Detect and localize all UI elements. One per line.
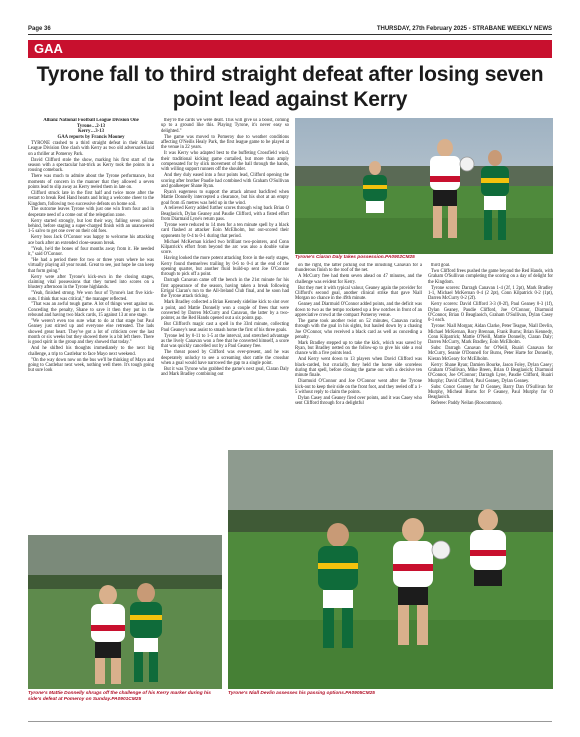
article-paragraph: A McCurry free had them seven ahead on 47 minutes, and the challenge was evident for Kerry. (295, 274, 422, 285)
article-paragraph: on the right, the latter picking out the inrushing Canavan for a thunderous finish to the roof of the net. (295, 263, 422, 274)
section-banner: GAA (28, 40, 552, 58)
caption-bottom-right: Tyrone's Niall Devlin assesses his passing options.PA0905CM25 (228, 691, 375, 696)
caption-bottom-left: Tyrone's Mattie Donnelly shrugs off the challenge of his Kerry marker during his side's defeat at Pomeroy on Sunday.PA0901CM25 (28, 691, 211, 702)
article-paragraph: Mark Bradley stepped up to take the kick, which was saved by Ryan, but Bradley netted on the follow-up to give his side a real chance with a five points lead. (295, 340, 422, 357)
article-paragraph: Kerry boss Jack O'Connor was happy to welcome his attacking ace back after an extended close-season break. (28, 235, 154, 246)
article-paragraph: Subs: Darragh Canavan for O'Neill, Ruairi Canavan for McCurry, Seanie O'Donnell for Burns, Peter Harte for Donnelly, Kieran McGeary for McElholm. (428, 346, 553, 362)
photo-mattie-donnelly (28, 535, 222, 689)
article-column-4 (428, 263, 553, 445)
article-paragraph: Geaney and Diarmuid O'Connor added points, and the deficit was down to two as the tempo rocketed up a few notches in front of an appreciative crowd at the compact Pomeroy venue. (295, 302, 422, 318)
article-paragraph: Mark Bradley collected a Brian Kennedy sideline kick to slot over a point, and Mattie Donnelly won a couple of frees that were converted by Darren McCurry and Canavan, the latter by a two-pointer, as the Red Hands opened out a six points gap. (161, 300, 289, 322)
headline: Tyrone fall to third straight defeat after losing seven point lead against Kerry (36, 63, 544, 111)
article-paragraph: "Yeah, he'd the bones of four months away from it. He needed it," said O'Connor. (28, 246, 154, 257)
article-paragraph: they're the cards we were dealt. This will give us a boost, coming up to a ground like this. Playing Tyrone, it's never easy so delighted." (161, 118, 289, 134)
article-paragraph: Kerry: Shane Ryan; Damien Bourke, Jason Foley, Dylan Casey; Graham O'Sullivan, Mike Breen, Brian O Beaglaoich; Diarmuid O'Connor, Joe O'Connor; Darragh Lyne, Paudie Clifford, Ruairi Murphy; David Clifford, Paul Geaney, Dylan Geaney. (428, 362, 553, 384)
article-paragraph: Tyrone: Niall Morgan; Aidan Clarke, Peter Teague, Niall Devlin, Michael McKernan, Rory Brennan, Frank Burns; Brian Kennedy, Conn Kilpatrick; Mattie O'Neill, Mattie Donnelly, Ciaran Daly; Darren McCurry, Mark Bradley, Eoin McElholm. (428, 324, 553, 346)
article-paragraph: "We weren't even too sure what to do at that stage but Paul Geaney just stirred up and everyone else retreated. The lads showed great heart. They've got a lot of criticism over the last month or six weeks but they showed there is a bit left there. There is good spirit in the group and they showed that today." (28, 319, 154, 346)
article-paragraph: And they duly eased into a four points lead, Clifford opening the scoring after brother Paudie had combined with Graham O'Sullivan and goalkeeper Shane Ryan. (161, 173, 289, 189)
article-paragraph: But they met it with typical valour, Geaney again the provider for Clifford's second goal, another clinical strike that gave Niall Morgan no chance in the 49th minute. (295, 285, 422, 302)
article-paragraph: Diarmuid O'Connor and Joe O'Connor went after the Tyrone kick-out to keep their side on the front foot, and they reeled off a 1-5 without reply to claim the points. (295, 379, 422, 396)
column-1-paragraphs (28, 141, 154, 374)
byline-competition: Allianz National Football League Division One (43, 118, 139, 123)
byline (28, 118, 154, 140)
photo-ciaran-daly (295, 118, 553, 254)
article-paragraph: Clifford struck late in the first half and twice more after the restart to break Red Hand hearts and bring a welcome cheer to the Kingdom, following two successive defeats on home soil. (28, 190, 154, 207)
article-paragraph: But it was Tyrone who grabbed the game's next goal, Ciaran Daly and Mark Bradley combining out (161, 366, 289, 378)
article-paragraph: third goal. (431, 263, 451, 268)
article-paragraph: Dylan Casey and Geaney fired over points, and it was Casey who sent Clifford through for a delightful (295, 396, 422, 407)
photo-illustration (295, 118, 553, 254)
article-paragraph: There was much to admire about the Tyrone performance, but moments of concern in the manner that they allowed a seven points lead to slip away as Kerry reeled them in late on. (28, 174, 154, 190)
dateline: THURSDAY, 27th February 2025 - STRABANE WEEKLY NEWS (376, 26, 552, 32)
article-paragraph: The game took another twist on 52 minutes, Canavan racing through with the goal in his sights, but hauled down by a chasing Joe O'Connor, who received a black card as well as conceding a penalty. (295, 318, 422, 340)
article-paragraph: Tyrone scorers: Darragh Canavan 1-4 (2f, 1 2pt), Mark Bradley 1-1, Michael McKernan 0-4 (2 2pt), Conn Kilpatrick 0-2 (1pt), Darren McCurry 0-2 (2f). (428, 285, 553, 302)
article-paragraph: "Yeah, finished strong. We won four of Tyrone's last five kick-outs. I think that was critical," the manager reflected. (28, 291, 154, 302)
column-2-paragraphs (161, 118, 289, 377)
article-paragraph: But Clifford's magic cast a spell in the 33rd minute, collecting Paul Geaney's neat assist to smash home the first of his three goals. (161, 322, 289, 333)
photo-illustration (28, 535, 222, 689)
article-paragraph: Michael McKernan kicked two brilliant two-pointers, and Conn Kilpatrick's effort from beyond the arc was also a double value score. (161, 239, 289, 256)
page-header (28, 18, 552, 32)
article-paragraph: Kerry started strongly, but lost their way, falling seven points behind, before staging a super-charged finish with an unanswered 1-5 salvo to get one over on their old foes. (28, 218, 154, 235)
article-paragraph: "He had a period there for two or three years where he was virtually playing all year round. Great to see, just hope he can keep that form going." (28, 257, 154, 274)
article-paragraph: TYRONE crashed to a third straight defeat in their Allianz League Division One clash with Kerry as two old adversaries laid on a thriller at Pomeroy Park. (28, 140, 154, 157)
header-rule (28, 34, 552, 35)
article-paragraph: "On the way down now on the bus we'll be thinking of Mayo and going to Castlebar next week, nothing well there. It's tough going but sure look (28, 357, 154, 374)
article-paragraph: The outcome leaves Tyrone with just one win from four and in desperate need of a come out of the relegation zone. (28, 207, 154, 218)
article-paragraph: Having looked the more potent attacking force in the early stages, Kerry found themselves trailing by 0-6 to 0-4 at the end of the opening quarter, but another fluid build-up sent Joe O'Connor through to pick off a point. (161, 256, 289, 278)
article-paragraph: Kerry were after Tyrone's kick-own in the closing stages, claiming vital possessions that they turned into scores on a blustery afternoon in the Tyrone highlands. (28, 274, 154, 291)
article-paragraph: It was Kerry who adapted best to the buffeting Crossfield wind, their traditional kicking game curtailed, but more than amply compensated for by slick movement of the ball through the hands, with willing support runners off the shoulder. (161, 151, 289, 173)
article-paragraph: Referee: Paddy Neilan (Roscommon). (431, 401, 503, 407)
footer-rule (28, 721, 552, 722)
article-paragraph: "That was an awful tough game. A lot of things went against us. Conceding the penalty, Shane to save it then they put in the rebound and having two black cards, 15 against 13 at one stage. (28, 302, 154, 319)
column-3-paragraphs (295, 263, 422, 407)
byline-reporter: GAA reports by Francis Mooney (57, 134, 125, 140)
page-number: Page 36 (28, 26, 51, 32)
article-paragraph: Two Clifford frees pushed the game beyond the Red Hands, with Graham O'Sullivan completing the scoring on a day of delight for the Kingdom. (428, 268, 553, 285)
byline-score-2: Kerry…3-13 (77, 129, 105, 135)
article-paragraph: And Kerry went down to 13 players when David Clifford was black-carded, but crucially, they held the home side scoreless during that spell, before closing the game out with a decisive ten minute finale. (295, 357, 422, 379)
article-paragraph: Darragh Canavan came off the bench in the 21st minute for his first appearance of the season, having taken a break following Errigal Ciaran's run to the All-Ireland Club final, and he soon had the Tyrone attack ticking. (161, 278, 289, 300)
article-paragraph: A relieved Kerry added further scores through wing back Brian O Beaglaoich, Dylan Geaney and Paudie Clifford, with a fisted effort from Diarmaid Lyne's return pass. (161, 206, 289, 223)
column-4-paragraphs (428, 263, 553, 407)
article-column-3 (295, 263, 422, 445)
article-paragraph: The threat posed by Clifford was ever-present, and he was desperately unlucky to see a screaming shot rattle the crossbar when a goal would have narrowed the gap to a single point. (161, 350, 289, 366)
article-paragraph: Tyrone led by 0-11 to 1-5 at the interval, and stretched advantage as the lively Canavan won a free that he converted himself, a score that was quickly cancelled out by a Paul Geaney free. (161, 333, 289, 350)
article-paragraph: And he shifted his thoughts immediately to the next big challenge, a trip to Castlebar to face Mayo next weekend. (28, 346, 154, 357)
article-paragraph: Subs: Conor Geaney for D Geaney, Barry Dan O'Sullivan for Murphy, Micheal Burns for P Geaney, Paul Murphy for O Beaglaoich. (428, 384, 553, 401)
byline-score-1: Tyrone…2-13 (76, 123, 106, 129)
article-paragraph: David Clifford stole the show, marking his first start of the season with a spectacular hat-trick as Kerry took the points in a rousing comeback. (28, 157, 154, 174)
caption-top: Tyrone's Ciaran Daly takes possession.PA0902CM25 (295, 255, 415, 260)
article-paragraph: Kerry scorers: David Clifford 3-3 (0-2f), Paul Geaney 0-3 (1f), Dylan Geaney, Paudie Clifford, Joe O'Connor, Diarmuid O'Connor, Brian O Beaglaoich, Graham O'Sullivan, Dylan Casey 0-1 each. (428, 302, 553, 324)
article-paragraph: Ryan's eagerness to support the attack almost backfired when Mattie Donnelly intercepted a clearance, but his shot at an empty goal from 45 metres was held up in the wind. (161, 189, 289, 206)
photo-niall-devlin (228, 450, 553, 689)
photo-illustration (228, 450, 553, 689)
article-paragraph: Tyrone were reduced to 14 men for a ten minute spell by a black card flashed at attacker Eoin McElholm, but out-scored their opponents by 0-4 to 0-1 during that period. (161, 223, 289, 239)
article-paragraph: The game was moved to Pomeroy due to weather conditions affecting O'Neills Healy Park, the first league game to be played at the venue in 22 years. (161, 134, 289, 151)
